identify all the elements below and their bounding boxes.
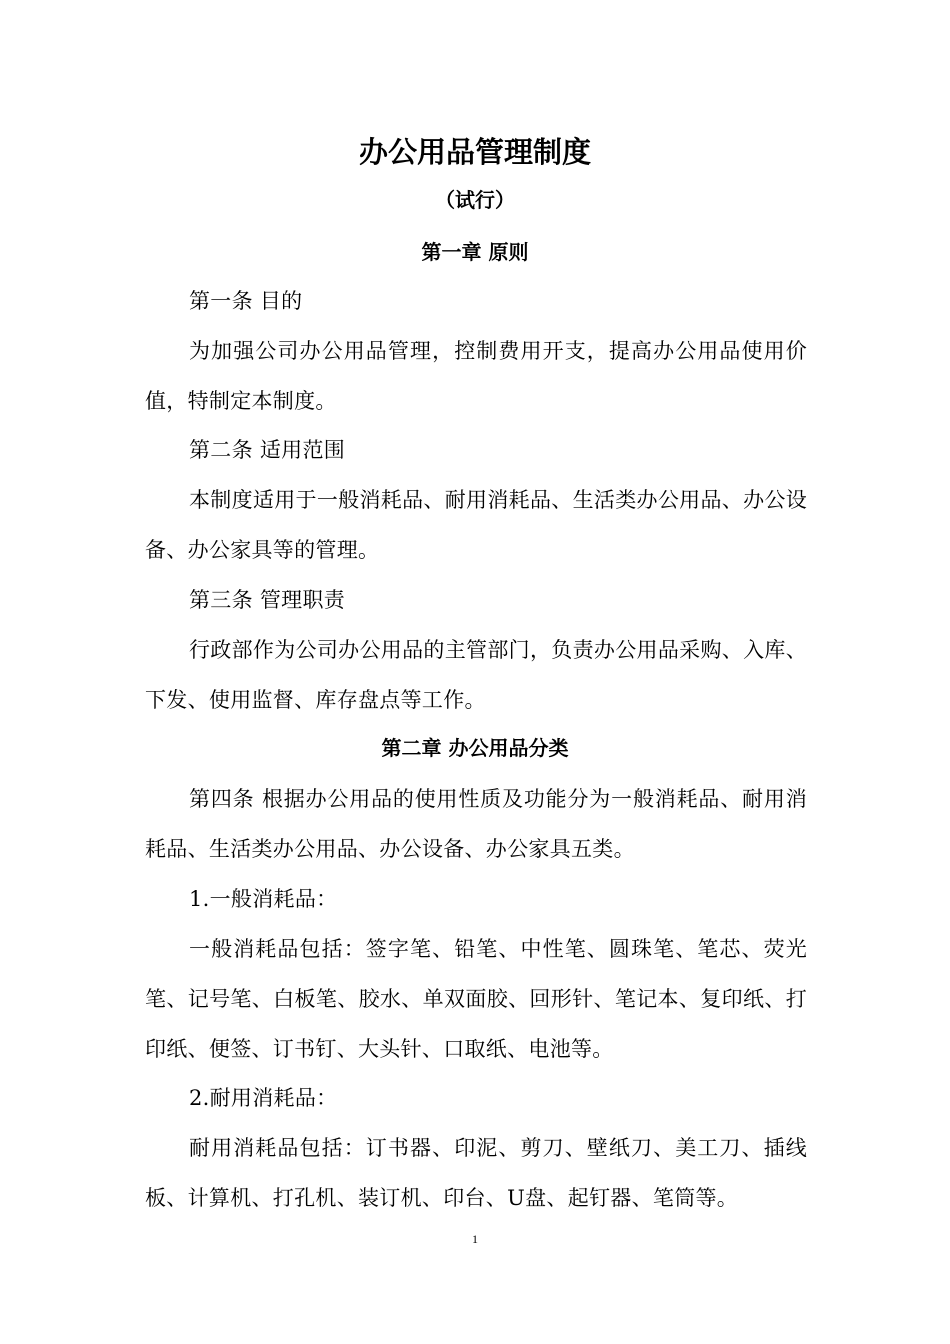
- document-title: 办公用品管理制度: [358, 135, 591, 169]
- article-2-body: 本制度适用于一般消耗品、耐用消耗品、生活类办公用品、办公设备、办公家具等的管理。: [145, 488, 807, 562]
- article-1-body: 为加强公司办公用品管理，控制费用开支，提高办公用品使用价值，特制定本制度。: [145, 339, 807, 413]
- article-4-body: 第四条 根据办公用品的使用性质及功能分为一般消耗品、耐用消耗品、生活类办公用品、办公设备、办公家具五类。: [145, 787, 807, 861]
- chapter-2-heading: 第二章 办公用品分类: [381, 736, 569, 760]
- article-3-heading: 第三条 管理职责: [189, 588, 346, 612]
- item-2-heading: 2.耐用消耗品：: [189, 1086, 338, 1110]
- document-subtitle: （试行）: [435, 188, 515, 212]
- page-number: 1: [472, 1232, 478, 1246]
- item-1-heading: 1.一般消耗品：: [189, 887, 338, 911]
- article-3-body: 行政部作为公司办公用品的主管部门，负责办公用品采购、入库、下发、使用监督、库存盘点等工作。: [145, 638, 807, 712]
- article-2-heading: 第二条 适用范围: [189, 438, 346, 462]
- article-1-heading: 第一条 目的: [189, 289, 303, 313]
- item-1-body: 一般消耗品包括：签字笔、铅笔、中性笔、圆珠笔、笔芯、荧光笔、记号笔、白板笔、胶水、单双面胶、回形针、笔记本、复印纸、打印纸、便签、订书钉、大头针、口取纸、电池等。: [145, 937, 807, 1061]
- item-2-body: 耐用消耗品包括：订书器、印泥、剪刀、壁纸刀、美工刀、插线板、计算机、打孔机、装订机、印台、U盘、起钉器、笔筒等。: [145, 1136, 807, 1210]
- chapter-1-heading: 第一章 原则: [421, 240, 529, 264]
